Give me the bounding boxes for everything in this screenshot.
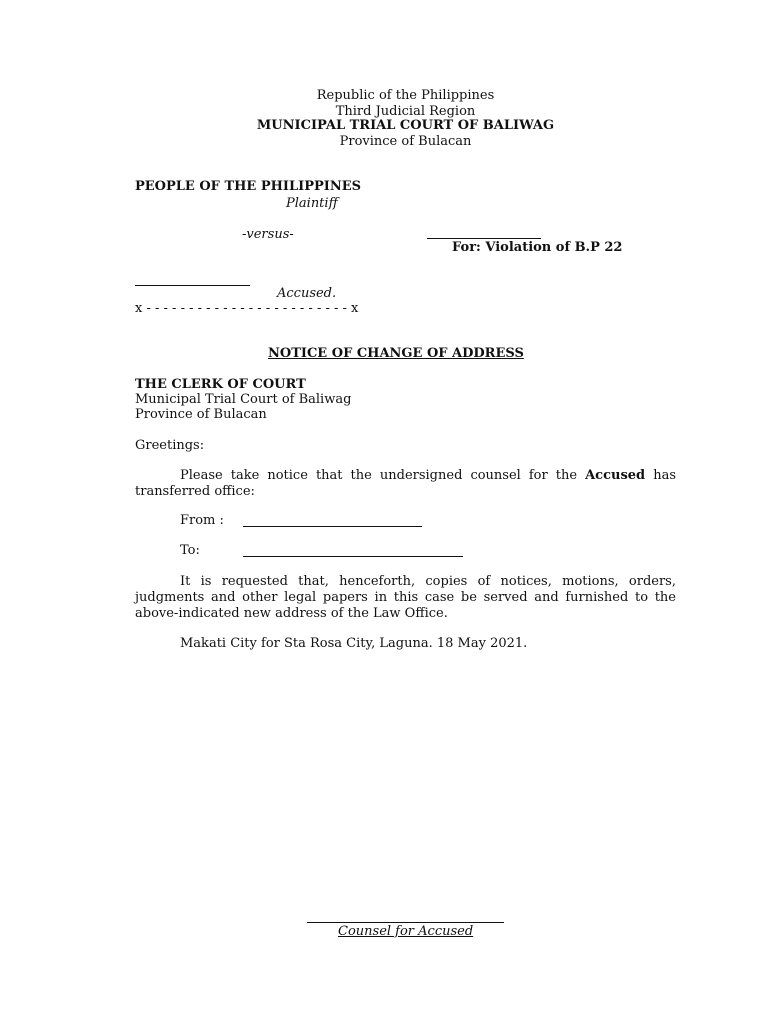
header-court: MUNICIPAL TRIAL COURT OF BALIWAG: [256, 118, 555, 133]
to-label: To:: [180, 543, 200, 558]
from-label: From :: [180, 513, 224, 528]
plaintiff-name: PEOPLE OF THE PHILIPPINES: [135, 179, 362, 194]
case-number-blank: [427, 238, 541, 239]
addressee-court: Municipal Trial Court of Baliwag: [135, 392, 352, 407]
notice-paragraph: [135, 468, 676, 500]
signature-line: [307, 922, 504, 923]
notice-text-post: has transferred office:: [135, 468, 676, 499]
plaintiff-role: Plaintiff: [286, 196, 338, 211]
from-address-blank: [243, 526, 422, 527]
header-region: Third Judicial Region: [335, 104, 476, 119]
request-paragraph: It is requested that, henceforth, copies of notices, motions, orders, judgments and other legal papers in this case be served and furnished to the above-indicated new address of the Law Office.: [135, 574, 676, 621]
versus-text: -versus-: [242, 227, 294, 242]
case-for: For: Violation of B.P 22: [452, 240, 623, 255]
to-address-blank: [243, 556, 463, 557]
header-province: Province of Bulacan: [339, 134, 472, 149]
addressee-name: THE CLERK OF COURT: [135, 377, 306, 392]
caption-separator: x - - - - - - - - - - - - - - - - - - - - - - - - x: [135, 301, 359, 316]
notice-text-pre: Please take notice that the undersigned counsel for the: [180, 468, 586, 483]
addressee-province: Province of Bulacan: [135, 407, 267, 422]
accused-name-blank: [135, 285, 250, 286]
header-republic: Republic of the Philippines: [316, 88, 495, 103]
greeting: Greetings:: [135, 438, 205, 453]
signature-label: Counsel for Accused: [338, 924, 474, 939]
document-title: NOTICE OF CHANGE OF ADDRESS: [268, 346, 524, 361]
notice-text-accused: Accused: [585, 468, 646, 483]
accused-role: Accused.: [277, 286, 337, 301]
place-date: Makati City for Sta Rosa City, Laguna. 18 May 2021.: [180, 636, 528, 651]
